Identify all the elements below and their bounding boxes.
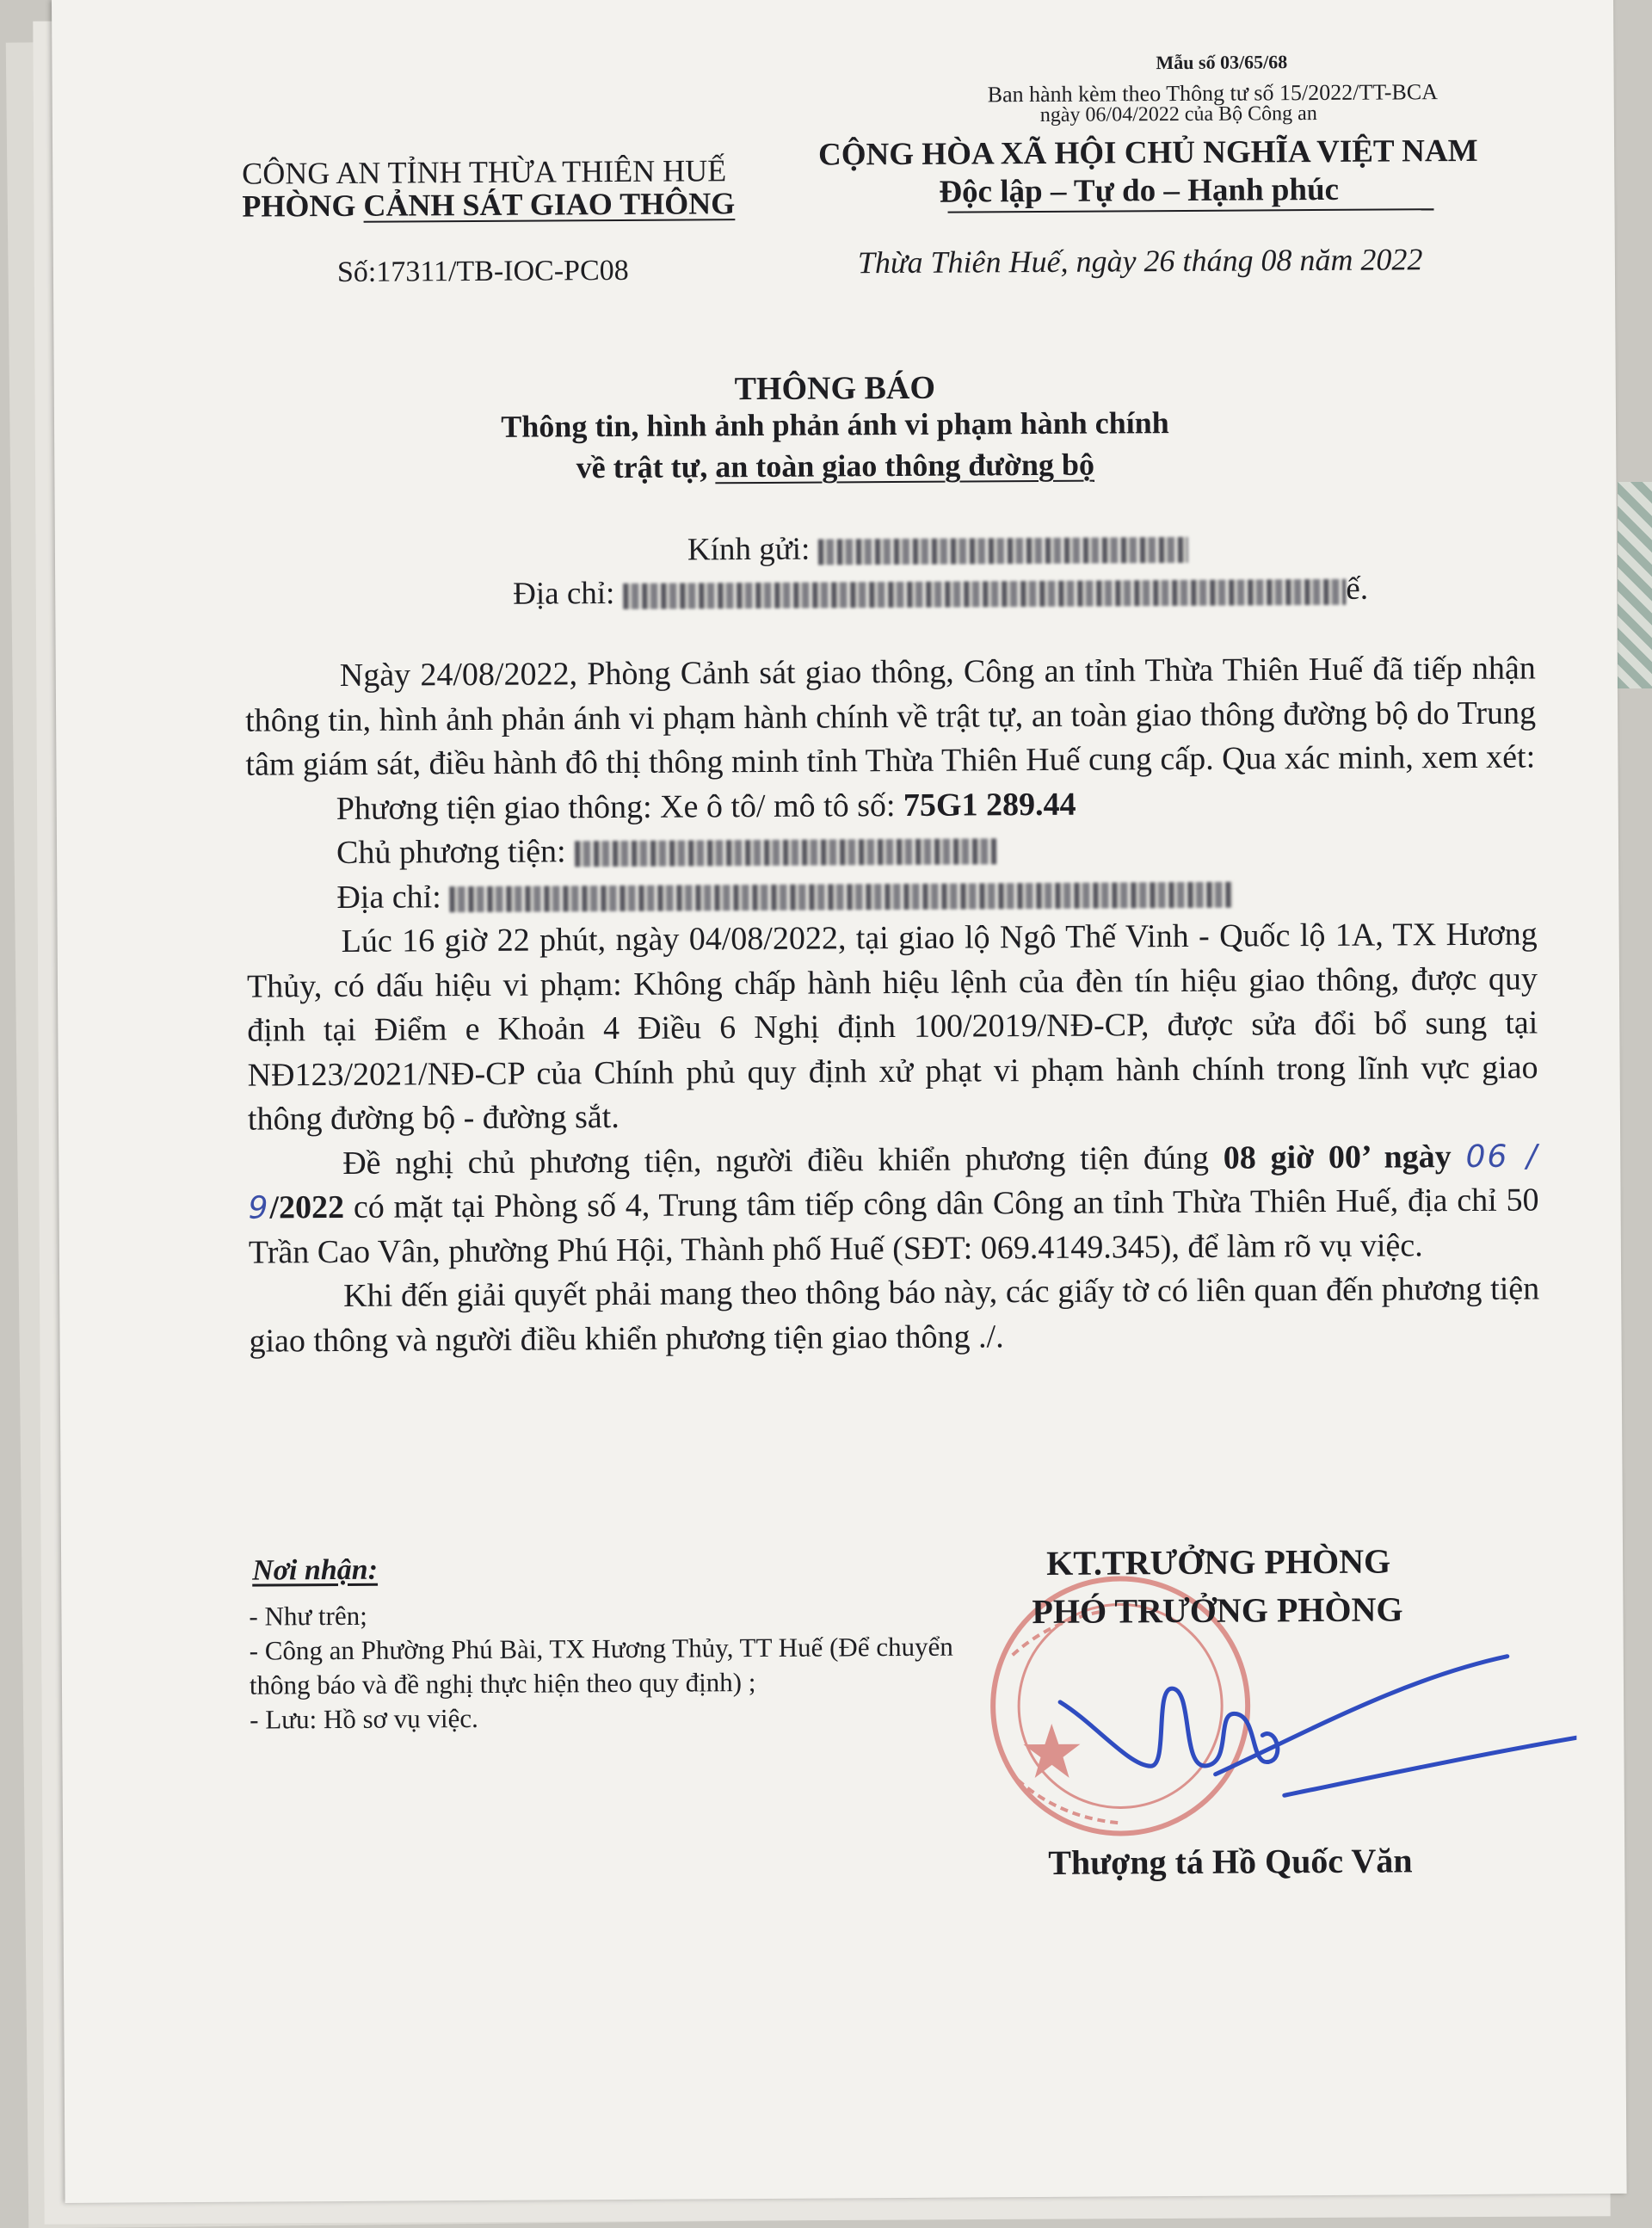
recipient-address-line [513,571,1368,613]
owner-line [246,824,1537,876]
subtitle-2-prefix: về trật tự, [576,449,716,485]
owner-label: Chủ phương tiện: [336,833,566,871]
paragraph-3-lead: Đề nghị chủ phương tiện, người điều khiển phương tiện đúng [342,1139,1224,1182]
paragraph-3 [248,1134,1539,1275]
paragraph-4: Khi đến giải quyết phải mang theo thông báo này, các giấy tờ có liên quan đến phương tiện giao thông và người điều khiển phương tiện giao thông ./. [249,1270,1540,1360]
background-tile [1618,482,1652,688]
document-title: THÔNG BÁO [734,369,936,408]
owner-address-line [246,868,1537,921]
recipients-title: Nơi nhận: [252,1553,379,1587]
appointment-year: /2022 [269,1188,345,1226]
recipients-item: - Như trên; [249,1600,367,1632]
subtitle-2-underlined: an toàn giao thông đường bộ [715,447,1095,484]
signer-name: Thượng tá Hồ Quốc Văn [1048,1841,1413,1882]
form-number: Mẫu số 03/65/68 [1156,51,1288,74]
redacted-recipient-address [623,578,1346,608]
redacted-owner-name [575,839,996,867]
signature-title-2: PHÓ TRƯỞNG PHÒNG [1032,1589,1403,1632]
recipients-list [249,1595,989,1737]
nation-motto: Độc lập – Tự do – Hạnh phúc [939,171,1340,210]
recipient-address-tail: ế. [1346,571,1369,607]
paragraph-2: Lúc 16 giờ 22 phút, ngày 04/08/2022, tại giao lộ Ngô Thế Vinh - Quốc lộ 1A, TX Hương Thủy, có dấu hiệu vi phạm: Không chấp hành hiệu lệnh của đèn tín hiệu giao thông, được quy định tại Điểm e Khoản 4 Điều 6 Nghị định 100/2019/NĐ-CP, được sửa đổi bổ sung tại NĐ123/2021/NĐ-CP của Chính phủ quy định xử phạt vi phạm hành chính trong lĩnh vực giao thông đường bộ - đường sắt. [246,916,1538,1138]
document-number: Số:17311/TB-IOC-PC08 [336,254,629,288]
form-issued-date: ngày 06/04/2022 của Bộ Công an [1039,102,1317,127]
recipient-address-label: Địa chỉ: [513,576,615,612]
owner-address-label: Địa chỉ: [336,878,441,916]
recipients-item: - Lưu: Hồ sơ vụ việc. [250,1703,478,1735]
body-section [245,646,1540,1363]
handwritten-date: 06 / 9 [248,1138,1539,1226]
nation-title: CỘNG HÒA XÃ HỘI CHỦ NGHĨA VIỆT NAM [817,133,1478,173]
agency-department-underlined: CẢNH SÁT GIAO THÔNG [363,186,736,223]
document-subtitle-2 [54,443,1616,489]
vehicle-line [246,780,1537,832]
handwritten-signature [1060,1656,1577,1797]
paragraph-3-rest: có mặt tại Phòng số 4, Trung tâm tiếp công dân Công an tỉnh Thừa Thiên Huế, địa chỉ 50 Trần Cao Vân, phường Phú Hội, Thành phố Huế (SĐT: 069.4149.345), để làm rõ vụ việc. [248,1182,1539,1271]
agency-department [242,185,735,224]
recipient-label: Kính gửi: [687,531,811,568]
vehicle-label: Phương tiện giao thông: Xe ô tô/ mô tô số: [336,787,904,827]
document-page [52,0,1627,2203]
redacted-recipient-name [818,536,1188,565]
agency-name: CÔNG AN TỈNH THỪA THIÊN HUẾ [242,153,727,191]
agency-department-prefix: PHÒNG [242,188,364,224]
vehicle-plate: 75G1 289.44 [903,786,1076,824]
signature-title-1: KT.TRƯỞNG PHÒNG [1045,1541,1391,1583]
recipient-line [687,528,1189,569]
redacted-owner-address [450,881,1233,912]
form-issued-with: Ban hành kèm theo Thông tư số 15/2022/TT-BCA [987,79,1439,108]
paragraph-1: Ngày 24/08/2022, Phòng Cảnh sát giao thông, Công an tỉnh Thừa Thiên Huế đã tiếp nhận thông tin, hình ảnh phản ánh vi phạm hành chính về trật tự, an toàn giao thông đường bộ do Trung tâm giám sát, điều hành đô thị thông minh tỉnh Thừa Thiên Huế cung cấp. Qua xác minh, xem xét: [244,650,1537,783]
appointment-time: 08 giờ 00’ ngày [1223,1138,1452,1176]
document-subtitle-1: Thông tin, hình ảnh phản ánh vi phạm hành chính [501,405,1169,444]
recipients-item: - Công an Phường Phú Bài, TX Hương Thủy, TT Huế (Để chuyển thông báo và đề nghị thực hiện theo quy định) ; [249,1631,953,1700]
document-date: Thừa Thiên Huế, ngày 26 tháng 08 năm 2022 [857,242,1423,281]
